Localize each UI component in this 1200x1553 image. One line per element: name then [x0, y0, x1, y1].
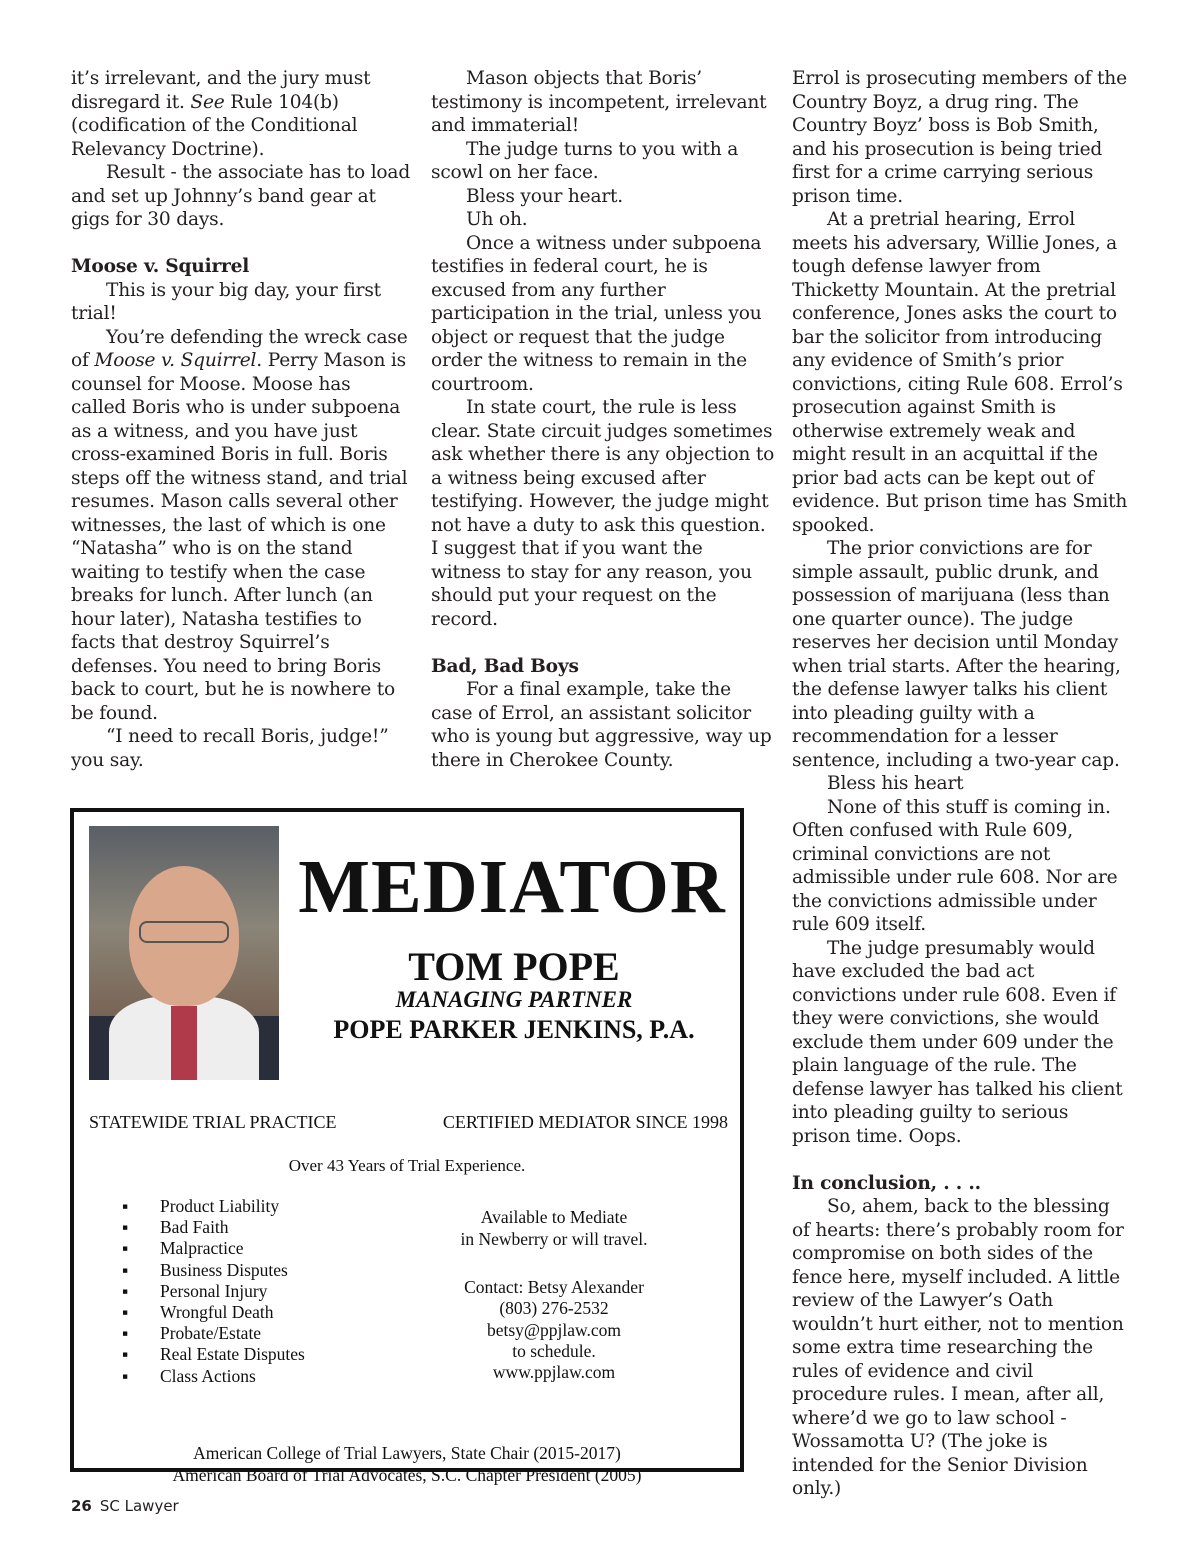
list-item: ▪ Business Disputes — [122, 1260, 305, 1281]
list-item: ▪ Personal Injury — [122, 1281, 305, 1302]
contact-phone: (803) 276-2532 — [499, 1298, 609, 1319]
paragraph: In state court, the rule is less clear. State circuit judges sometimes ask whether there is any objection to a witness being excused after testifying. However, the judge might not have a duty to ask this question. I suggest that if you want the witness to stay for any reason, you should put your request on the record. — [431, 397, 775, 630]
paragraph: None of this stuff is coming in. Often confused with Rule 609, criminal convictions are not admissible under rule 608. Nor are the convictions admissible under rule 609 itself. — [792, 796, 1118, 935]
paragraph: So, ahem, back to the blessing of hearts: there’s probably room for compromise on both sides of the fence here, myself included. A little review of the Lawyer’s Oath wouldn’t hurt either, not to mention some extra time researching the rules of evidence and civil procedure rules. I mean, after all, where’d we go to law school - Wossamotta U? (The joke is intended for the Senior Division only.) — [792, 1196, 1124, 1499]
paragraph: The prior convictions are for simple assault, public drunk, and possession of marijuana (less than one quarter ounce). The judge reserves her decision until Monday when trial starts. After the hearing, the defense lawyer talks his client into pleading guilty with a recommendation for a lesser sentence, including a two-year cap. — [792, 538, 1121, 771]
paragraph: Result - the associate has to load and set up Johnny’s band gear at gigs for 30 days. — [71, 162, 411, 230]
paragraph: At a pretrial hearing, Errol meets his adversary, Willie Jones, a tough defense lawyer from Thicketty Mountain. At the pretrial conference, Jones asks the court to bar the solicitor from introducing any evidence of Smith’s prior convictions, citing Rule 608. Errol’s prosecution against Smith is otherwise extremely weak and might result in an acquittal if the prior bad acts can be kept out of evidence. But prison time has Smith spooked. — [792, 209, 1128, 536]
ad-experience: Over 43 Years of Trial Experience. — [288, 1156, 526, 1175]
list-item: ▪ Malpractice — [122, 1238, 305, 1259]
paragraph: Uh oh. — [466, 209, 528, 230]
paragraph: Mason objects that Boris’ testimony is incompetent, irrelevant and immaterial! — [431, 68, 767, 136]
section-heading: In conclusion, . . .. — [792, 1172, 981, 1194]
list-item: ▪ Product Liability — [122, 1196, 305, 1217]
contact-email: betsy@ppjlaw.com — [486, 1319, 622, 1340]
paragraph: For a final example, take the case of Errol, an assistant solicitor who is young but aggressive, way up there in Cherokee County. — [431, 679, 772, 771]
article-column-1 — [71, 67, 411, 772]
page-footer — [71, 1497, 179, 1515]
ad-right-tagline: CERTIFIED MEDIATOR SINCE 1998 — [442, 1112, 728, 1132]
list-item: ▪ Probate/Estate — [122, 1323, 305, 1344]
paragraph: “I need to recall Boris, judge!” you say. — [71, 726, 389, 771]
article-column-3 — [792, 67, 1132, 1501]
contact-info — [409, 1277, 699, 1383]
ad-firm-name: POPE PARKER JENKINS, P.A. — [333, 1015, 695, 1044]
section-heading: Moose v. Squirrel — [71, 256, 250, 277]
practice-area-list — [122, 1196, 305, 1387]
paragraph: The judge turns to you with a scowl on her face. — [431, 138, 739, 183]
ad-credentials: American College of Trial Lawyers, State Chair (2015-2017) American Board of Trial Advocates, S.C. Chapter President (2005) — [172, 1443, 642, 1485]
paragraph: The judge presumably would have excluded the bad act convictions under rule 608. Even if they were convictions, she would exclude them under 609 under the plain language of the rule. The defense lawyer has talked his client into pleading guilty to serious prison time. Oops. — [792, 937, 1123, 1147]
paragraph: This is your big day, your first trial! — [71, 279, 381, 324]
page-number: 26 — [71, 1497, 92, 1515]
availability-note: Available to Mediate in Newberry or will travel. — [460, 1207, 648, 1249]
list-item: ▪ Wrongful Death — [122, 1302, 305, 1323]
contact-name: Contact: Betsy Alexander — [464, 1277, 644, 1297]
article-column-2 — [431, 67, 776, 772]
portrait-photo — [89, 826, 279, 1080]
ad-title: MEDIATOR — [298, 845, 726, 929]
paragraph: Errol is prosecuting members of the Country Boyz, a drug ring. The Country Boyz’ boss is Bob Smith, and his prosecution is being tried first for a crime carrying serious prison time. — [792, 68, 1127, 207]
paragraph: Bless his heart — [827, 773, 964, 794]
list-item: ▪ Real Estate Disputes — [122, 1344, 305, 1365]
publication-name: SC Lawyer — [99, 1497, 179, 1515]
list-item: ▪ Bad Faith — [122, 1217, 305, 1238]
ad-left-tagline: STATEWIDE TRIAL PRACTICE — [89, 1112, 337, 1132]
paragraph: Once a witness under subpoena testifies in federal court, he is excused from any further participation in the trial, unless you object or request that the judge order the witness to remain in the courtroom. — [431, 232, 762, 395]
paragraph: You’re defending the wreck case of Moose v. Squirrel. Perry Mason is counsel for Moose. Moose has called Boris who is under subpoena as a witness, and you have just cross-examined Boris in full. Boris steps off the witness stand, and trial resumes. Mason calls several other witnesses, the last of which is one “Natasha” who is on the stand waiting to testify when the case breaks for lunch. After lunch (an hour later), Natasha testifies to facts that destroy Squirrel’s defenses. You need to bring Boris back to court, but he is nowhere to be found. — [71, 326, 408, 724]
contact-note: to schedule. — [512, 1340, 596, 1361]
section-heading: Bad, Bad Boys — [431, 655, 579, 677]
list-item: ▪ Class Actions — [122, 1366, 305, 1387]
ad-person-role: MANAGING PARTNER — [395, 987, 633, 1012]
mediator-advertisement — [70, 808, 744, 1485]
paragraph: Bless your heart. — [466, 185, 624, 207]
ad-person-name: TOM POPE — [408, 944, 620, 989]
paragraph: it’s irrelevant, and the jury must disregard it. See Rule 104(b) (codification of the Conditional Relevancy Doctrine). — [71, 68, 371, 160]
contact-website: www.ppjlaw.com — [492, 1362, 616, 1383]
